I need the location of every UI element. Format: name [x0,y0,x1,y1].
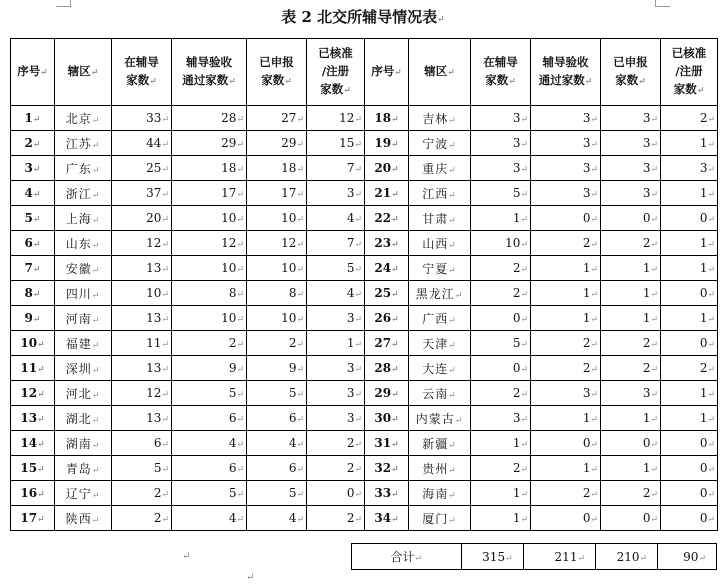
region-cell-left: 辽宁↵ [55,481,112,506]
approved-cell-right: 2↵ [661,106,718,131]
seq-cell-right: 22↵ [365,206,409,231]
seq-cell-left: 17↵ [11,506,55,531]
region-cell-left: 江苏↵ [55,131,112,156]
paragraph-mark: ↵ [182,551,191,562]
header-approved-right: 已核准 /注册 家数↵ [661,39,718,106]
seq-cell-right: 30↵ [365,406,409,431]
passed-cell-right: 1↵ [531,256,601,281]
approved-cell-right: 1↵ [661,381,718,406]
region-cell-right: 吉林↵ [409,106,471,131]
tutoring-cell-right: 3↵ [471,406,531,431]
seq-cell-right: 23↵ [365,231,409,256]
paragraph-mark: ↵ [437,15,445,25]
passed-cell-left: 6↵ [172,456,247,481]
seq-cell-right: 20↵ [365,156,409,181]
passed-cell-left: 10↵ [172,206,247,231]
applied-cell-left: 8↵ [247,281,307,306]
applied-cell-left: 6↵ [247,406,307,431]
applied-cell-left: 4↵ [247,431,307,456]
seq-cell-left: 14↵ [11,431,55,456]
passed-cell-left: 29↵ [172,131,247,156]
approved-cell-left: 3↵ [307,381,365,406]
tutoring-cell-left: 25↵ [112,156,172,181]
passed-cell-right: 2↵ [531,481,601,506]
applied-cell-right: 2↵ [601,481,661,506]
region-cell-left: 陕西↵ [55,506,112,531]
seq-cell-left: 13↵ [11,406,55,431]
table-row [11,156,718,181]
header-tutoring-right: 在辅导 家数↵ [471,39,531,106]
region-cell-right: 宁波↵ [409,131,471,156]
passed-cell-right: 3↵ [531,181,601,206]
approved-cell-right: 3↵ [661,156,718,181]
tutoring-cell-left: 13↵ [112,256,172,281]
tutoring-cell-right: 3↵ [471,131,531,156]
header-region-right: 辖区↵ [409,39,471,106]
seq-cell-left: 1↵ [11,106,55,131]
header-seq: 序号↵ [11,39,55,106]
tutoring-cell-left: 2↵ [112,506,172,531]
seq-cell-right: 29↵ [365,381,409,406]
approved-cell-left: 0↵ [307,481,365,506]
tutoring-cell-right: 0↵ [471,306,531,331]
applied-cell-left: 5↵ [247,381,307,406]
tutoring-cell-right: 1↵ [471,481,531,506]
approved-cell-right: 0↵ [661,431,718,456]
passed-cell-left: 8↵ [172,281,247,306]
region-cell-right: 贵州↵ [409,456,471,481]
table-row [11,181,718,206]
approved-cell-right: 1↵ [661,256,718,281]
applied-cell-left: 6↵ [247,456,307,481]
tutoring-cell-left: 13↵ [112,356,172,381]
table-row [11,331,718,356]
approved-cell-left: 3↵ [307,306,365,331]
approved-cell-left: 15↵ [307,131,365,156]
approved-cell-left: 3↵ [307,181,365,206]
region-cell-right: 宁夏↵ [409,256,471,281]
header-tutoring: 在辅导 家数↵ [112,39,172,106]
region-cell-right: 江西↵ [409,181,471,206]
applied-cell-left: 10↵ [247,256,307,281]
applied-cell-right: 3↵ [601,181,661,206]
region-cell-left: 湖南↵ [55,431,112,456]
tutoring-cell-left: 13↵ [112,406,172,431]
table-row [11,256,718,281]
seq-cell-left: 6↵ [11,231,55,256]
table-row [11,506,718,531]
tutoring-cell-left: 37↵ [112,181,172,206]
tutoring-cell-right: 2↵ [471,281,531,306]
seq-cell-right: 26↵ [365,306,409,331]
header-applied-right: 已申报 家数↵ [601,39,661,106]
passed-cell-left: 17↵ [172,181,247,206]
approved-cell-right: 0↵ [661,331,718,356]
table-row [11,306,718,331]
applied-cell-left: 18↵ [247,156,307,181]
approved-cell-left: 7↵ [307,156,365,181]
seq-cell-left: 16↵ [11,481,55,506]
passed-cell-right: 3↵ [531,381,601,406]
table-row [11,431,718,456]
approved-cell-right: 0↵ [661,506,718,531]
applied-cell-left: 29↵ [247,131,307,156]
tutoring-cell-left: 10↵ [112,281,172,306]
approved-cell-right: 1↵ [661,306,718,331]
applied-cell-right: 1↵ [601,281,661,306]
tutoring-cell-right: 1↵ [471,506,531,531]
seq-cell-right: 19↵ [365,131,409,156]
totals-row [352,544,717,570]
applied-cell-left: 9↵ [247,356,307,381]
tutoring-cell-left: 11↵ [112,331,172,356]
region-cell-left: 福建↵ [55,331,112,356]
header-passed: 辅导验收 通过家数↵ [172,39,247,106]
passed-cell-left: 4↵ [172,431,247,456]
passed-cell-left: 6↵ [172,406,247,431]
applied-cell-left: 10↵ [247,306,307,331]
totals-table [351,543,717,570]
table-title [0,6,726,28]
passed-cell-right: 2↵ [531,356,601,381]
seq-cell-left: 7↵ [11,256,55,281]
approved-cell-right: 0↵ [661,281,718,306]
seq-cell-right: 33↵ [365,481,409,506]
region-cell-left: 河南↵ [55,306,112,331]
applied-cell-right: 3↵ [601,381,661,406]
applied-cell-right: 0↵ [601,431,661,456]
applied-cell-left: 10↵ [247,206,307,231]
applied-cell-left: 5↵ [247,481,307,506]
passed-cell-left: 2↵ [172,331,247,356]
passed-cell-left: 28↵ [172,106,247,131]
tutoring-cell-right: 3↵ [471,156,531,181]
tutoring-cell-left: 20↵ [112,206,172,231]
approved-cell-left: 7↵ [307,231,365,256]
totals-tutoring: 315↵ [461,544,523,570]
passed-cell-left: 12↵ [172,231,247,256]
passed-cell-right: 1↵ [531,306,601,331]
passed-cell-left: 18↵ [172,156,247,181]
region-cell-right: 内蒙古↵ [409,406,471,431]
applied-cell-right: 2↵ [601,331,661,356]
seq-cell-right: 31↵ [365,431,409,456]
table-row [11,206,718,231]
approved-cell-left: 12↵ [307,106,365,131]
tutoring-cell-left: 13↵ [112,306,172,331]
tutoring-cell-right: 0↵ [471,356,531,381]
totals-approved: 90↵ [658,544,717,570]
header-region: 辖区↵ [55,39,112,106]
tutoring-cell-right: 5↵ [471,181,531,206]
tutoring-cell-right: 2↵ [471,381,531,406]
approved-cell-left: 4↵ [307,281,365,306]
passed-cell-right: 1↵ [531,456,601,481]
header-seq-right: 序号↵ [365,39,409,106]
table-row [11,231,718,256]
totals-applied: 210↵ [596,544,658,570]
table-row [11,131,718,156]
approved-cell-right: 1↵ [661,231,718,256]
region-cell-right: 黑龙江↵ [409,281,471,306]
applied-cell-left: 2↵ [247,331,307,356]
region-cell-left: 深圳↵ [55,356,112,381]
header-approved: 已核准 /注册 家数↵ [307,39,365,106]
seq-cell-left: 2↵ [11,131,55,156]
tutoring-cell-right: 3↵ [471,106,531,131]
applied-cell-right: 1↵ [601,456,661,481]
passed-cell-right: 1↵ [531,281,601,306]
tutoring-cell-right: 2↵ [471,456,531,481]
tutoring-cell-right: 1↵ [471,206,531,231]
seq-cell-left: 11↵ [11,356,55,381]
approved-cell-right: 0↵ [661,206,718,231]
seq-cell-right: 34↵ [365,506,409,531]
applied-cell-right: 2↵ [601,356,661,381]
region-cell-right: 厦门↵ [409,506,471,531]
approved-cell-right: 1↵ [661,131,718,156]
seq-cell-left: 8↵ [11,281,55,306]
table-row [11,406,718,431]
passed-cell-left: 10↵ [172,306,247,331]
region-cell-left: 河北↵ [55,381,112,406]
seq-cell-left: 4↵ [11,181,55,206]
passed-cell-left: 10↵ [172,256,247,281]
region-cell-left: 浙江↵ [55,181,112,206]
passed-cell-right: 3↵ [531,156,601,181]
approved-cell-right: 0↵ [661,456,718,481]
header-passed-right: 辅导验收 通过家数↵ [531,39,601,106]
passed-cell-left: 9↵ [172,356,247,381]
region-cell-left: 湖北↵ [55,406,112,431]
approved-cell-left: 2↵ [307,456,365,481]
approved-cell-left: 5↵ [307,256,365,281]
region-cell-left: 安徽↵ [55,256,112,281]
region-cell-left: 四川↵ [55,281,112,306]
approved-cell-right: 1↵ [661,181,718,206]
passed-cell-right: 1↵ [531,406,601,431]
seq-cell-right: 25↵ [365,281,409,306]
seq-cell-right: 32↵ [365,456,409,481]
applied-cell-right: 1↵ [601,256,661,281]
table-row [11,356,718,381]
tutoring-cell-left: 5↵ [112,456,172,481]
tutoring-cell-right: 2↵ [471,256,531,281]
approved-cell-right: 1↵ [661,406,718,431]
passed-cell-left: 5↵ [172,381,247,406]
applied-cell-right: 1↵ [601,406,661,431]
totals-label: 合计↵ [352,544,462,570]
applied-cell-right: 0↵ [601,506,661,531]
applied-cell-left: 17↵ [247,181,307,206]
approved-cell-left: 1↵ [307,331,365,356]
tutoring-cell-left: 33↵ [112,106,172,131]
tutoring-cell-left: 2↵ [112,481,172,506]
region-cell-right: 广西↵ [409,306,471,331]
seq-cell-left: 15↵ [11,456,55,481]
passed-cell-right: 2↵ [531,231,601,256]
seq-cell-left: 3↵ [11,156,55,181]
passed-cell-left: 4↵ [172,506,247,531]
totals-passed: 211↵ [523,544,595,570]
applied-cell-right: 1↵ [601,306,661,331]
seq-cell-left: 5↵ [11,206,55,231]
passed-cell-right: 3↵ [531,131,601,156]
tutoring-cell-right: 1↵ [471,431,531,456]
approved-cell-left: 2↵ [307,506,365,531]
region-cell-right: 大连↵ [409,356,471,381]
table-row [11,481,718,506]
approved-cell-right: 2↵ [661,356,718,381]
passed-cell-right: 0↵ [531,206,601,231]
approved-cell-left: 2↵ [307,431,365,456]
tutoring-cell-left: 44↵ [112,131,172,156]
region-cell-right: 甘肃↵ [409,206,471,231]
region-cell-left: 上海↵ [55,206,112,231]
tutoring-cell-right: 10↵ [471,231,531,256]
approved-cell-left: 4↵ [307,206,365,231]
seq-cell-right: 18↵ [365,106,409,131]
region-cell-left: 青岛↵ [55,456,112,481]
tutoring-cell-left: 6↵ [112,431,172,456]
table-row [11,106,718,131]
region-cell-right: 海南↵ [409,481,471,506]
approved-cell-right: 0↵ [661,481,718,506]
applied-cell-left: 12↵ [247,231,307,256]
table-title-text: 表 2 北交所辅导情况表 [281,8,438,26]
passed-cell-right: 3↵ [531,106,601,131]
approved-cell-left: 3↵ [307,356,365,381]
passed-cell-left: 5↵ [172,481,247,506]
applied-cell-right: 2↵ [601,231,661,256]
region-cell-right: 新疆↵ [409,431,471,456]
applied-cell-right: 3↵ [601,156,661,181]
paragraph-mark: ↵ [246,572,255,583]
seq-cell-right: 28↵ [365,356,409,381]
applied-cell-left: 27↵ [247,106,307,131]
approved-cell-left: 3↵ [307,406,365,431]
passed-cell-right: 0↵ [531,431,601,456]
tutoring-cell-left: 12↵ [112,381,172,406]
region-cell-left: 广东↵ [55,156,112,181]
region-cell-left: 北京↵ [55,106,112,131]
region-cell-right: 天津↵ [409,331,471,356]
region-cell-right: 云南↵ [409,381,471,406]
applied-cell-right: 0↵ [601,206,661,231]
seq-cell-left: 9↵ [11,306,55,331]
region-cell-right: 山西↵ [409,231,471,256]
passed-cell-right: 2↵ [531,331,601,356]
header-row [11,39,718,106]
seq-cell-left: 12↵ [11,381,55,406]
seq-cell-right: 27↵ [365,331,409,356]
seq-cell-right: 24↵ [365,256,409,281]
header-applied: 已申报 家数↵ [247,39,307,106]
tutoring-table [10,38,718,531]
table-row [11,456,718,481]
applied-cell-right: 3↵ [601,106,661,131]
seq-cell-right: 21↵ [365,181,409,206]
table-row [11,281,718,306]
region-cell-left: 山东↵ [55,231,112,256]
table-row [11,381,718,406]
tutoring-cell-left: 12↵ [112,231,172,256]
applied-cell-right: 3↵ [601,131,661,156]
passed-cell-right: 0↵ [531,506,601,531]
region-cell-right: 重庆↵ [409,156,471,181]
tutoring-cell-right: 5↵ [471,331,531,356]
seq-cell-left: 10↵ [11,331,55,356]
applied-cell-left: 4↵ [247,506,307,531]
